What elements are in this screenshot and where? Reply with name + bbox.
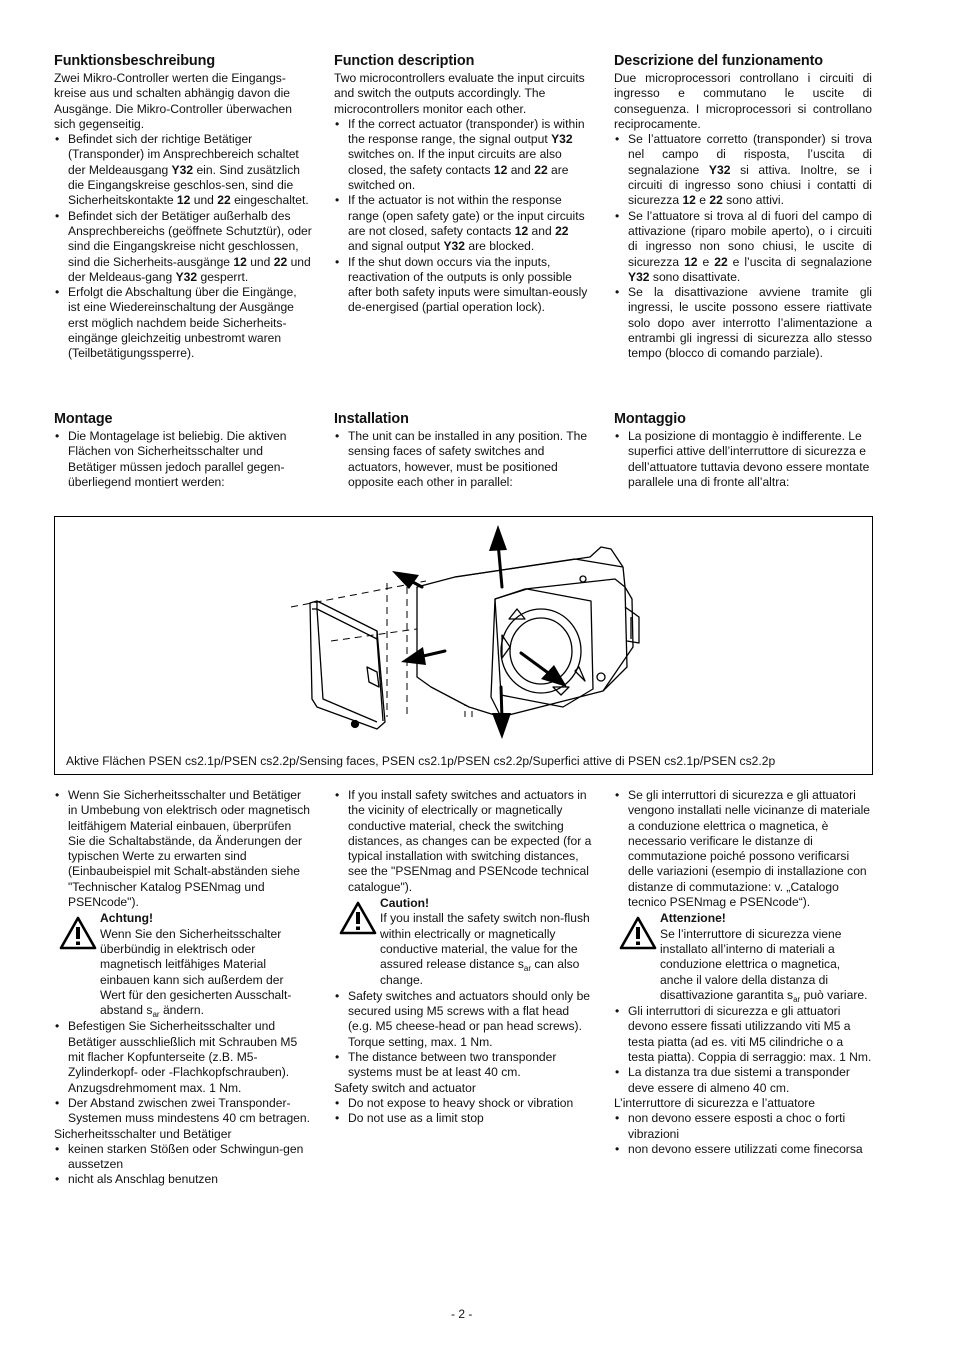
heading-function-en: Function description [334, 53, 475, 69]
lower-list-it-2 [614, 1004, 872, 1096]
column-de-lower [54, 788, 312, 1188]
column-en-lower [334, 788, 592, 1127]
caution-block-en [334, 896, 592, 988]
page-number: - 2 - [451, 1307, 473, 1321]
column-en-upper [334, 53, 592, 316]
list-item: • keinen starken Stößen oder Schwingun-gen aussetzen [54, 1142, 312, 1173]
warning-icon [618, 915, 658, 951]
list-item: • Befindet sich der Betätiger außerhalb des Ansprechbereichs (geöffnete Schutztür), oder sind die Eingangskreise nicht geschlossen, sind die Sicherheits-ausgänge 12 und 22 und der Meldeaus-gang Y32 gesperrt. [54, 209, 312, 285]
list-item: • Se gli interruttori di sicurezza e gli attuatori vengono installati nelle vicinanze di materiale a conduzione elettrica o magnetica, è necessario verificare le distanze di commutazione poiché possono verificarsi delle variazioni (esempio di installazione con distanze di commutazione: v. „Catalogo tecnico PSENmag e PSENcode“). [614, 788, 872, 910]
list-item: • nicht als Anschlag benutzen [54, 1172, 312, 1187]
lower-list-de-3 [54, 1142, 312, 1188]
caution-title-de: Achtung! [100, 911, 154, 926]
mount-list-en [334, 429, 592, 490]
warning-icon [58, 915, 98, 951]
mount-list-it [614, 429, 872, 490]
mount-list-de [54, 429, 312, 490]
caution-text-it: Se l’interruttore di sicurezza viene installato all’interno di materiali a conduzione elettrica o magnetica, anche il valore della distanza di disattivazione garantita $s_{ar}$ può variare. [660, 926, 868, 1004]
function-list-en [334, 117, 592, 316]
column-it-upper [614, 53, 872, 362]
lower-list-en-3 [334, 1096, 592, 1127]
column-it-lower [614, 788, 872, 1157]
list-item: • Befestigen Sie Sicherheitsschalter und Betätiger ausschließlich mit Schrauben M5 mit flacher Kopfunterseite (z.B. M5-Zylinderkopf- oder -Flachkopfschrauben). Anzugsdrehmoment max. 1 Nm. [54, 1019, 312, 1095]
warning-icon [338, 900, 378, 936]
heading-mount-it: Montaggio [614, 411, 686, 427]
list-item: • La posizione di montaggio è indifferente. Le superfici attive dell’interruttore di sicurezza e dell’attuatore tuttavia devono essere montate parallele una di fronte all’altra: [614, 429, 872, 490]
figure-box [54, 516, 873, 775]
list-item: • Gli interruttori di sicurezza e gli attuatori devono essere fissati utilizzando viti M5 a testa piatta (ad es. viti M5 cilindriche o a testa piatta). Coppia di serraggio: max. 1 Nm. [614, 1004, 872, 1065]
lower-list-en [334, 788, 592, 895]
column-de-mount [54, 411, 312, 490]
subheading-de: Sicherheitsschalter und Betätiger [54, 1126, 232, 1141]
lower-list-it-3 [614, 1111, 872, 1157]
subheading-it: L’interruttore di sicurezza e l’attuatore [614, 1095, 815, 1110]
column-en-mount [334, 411, 592, 490]
list-item: • Do not use as a limit stop [334, 1111, 592, 1126]
column-it-mount [614, 411, 872, 490]
list-item: • Se la disattivazione avviene tramite gli ingressi, le uscite possono essere riattivate solo dopo aver interrotto l’alimentazione a entrambi gli ingressi di sicurezza allo stesso tempo (blocco di comando parziale). [614, 285, 872, 361]
intro-it: Due microprocessori controllano i circuiti di ingresso e commutano le uscite di conseguenza. I microprocessori si controllano reciprocamente. [614, 71, 872, 131]
figure-caption: Aktive Flächen PSEN cs2.1p/PSEN cs2.2p/Sensing faces, PSEN cs2.1p/PSEN cs2.2p/Superfici attive di PSEN cs2.1p/PSEN cs2.2p [66, 754, 776, 768]
list-item: • Safety switches and actuators should only be secured using M5 screws with a flat head (e.g. M5 cheese-head or pan head screws). Torque setting, max. 1 Nm. [334, 989, 592, 1050]
lower-list-de-2 [54, 1019, 312, 1126]
list-item: • If you install safety switches and actuators in the vicinity of electrically or magnetically conductive material, check the switching distances, as changes can be expected (for a typical installation with switching distances, see the "PSENmag and PSENcode technical catalogue"). [334, 788, 592, 895]
caution-text-en: If you install the safety switch non-flush within electrically or magnetically conductive material, the value for the assured release distance $s_{ar}$ can also change. [380, 911, 590, 987]
lower-list-de [54, 788, 312, 910]
list-item: • Befindet sich der richtige Betätiger (Transponder) im Ansprechbereich schaltet der Meldeausgang Y32 ein. Sind zusätzlich die Eingangskreise geschlos-sen, sind die Sicherheitskontakte 12 und 22 eingeschaltet. [54, 132, 312, 208]
function-list-de [54, 132, 312, 361]
caution-title-en: Caution! [380, 896, 430, 911]
list-item: • Erfolgt die Abschaltung über die Eingänge, ist eine Wiedereinschaltung der Ausgänge erst möglich nachdem beide Sicherheits-eingänge gleichzeitig unbestromt waren (Teilbetätigungssperre). [54, 285, 312, 361]
list-item: • Der Abstand zwischen zwei Transponder-Systemen muss mindestens 40 cm betragen. [54, 1096, 312, 1127]
list-item: • La distanza tra due sistemi a transponder deve essere di almeno 40 cm. [614, 1065, 872, 1096]
list-item: • Wenn Sie Sicherheitsschalter und Betätiger in Umbebung von elektrisch oder magnetisch leitfähigem Material einbauen, überprüfen Sie die Schaltabstände, da Änderungen der typischen Werte zu erwarten sind (Einbaubeispiel mit Schalt-abständen siehe "Technischer Katalog PSENmag und PSENcode"). [54, 788, 312, 910]
heading-mount-en: Installation [334, 411, 409, 427]
column-de-upper [54, 53, 312, 362]
list-item: • Do not expose to heavy shock or vibration [334, 1096, 592, 1111]
list-item: • If the shut down occurs via the inputs, reactivation of the outputs is only possible after both safety inputs were simultan-eously de-energised (partial operation lock). [334, 255, 592, 316]
list-item: • Se l’attuatore corretto (transponder) si trova nel campo di risposta, l’uscita di segnalazione Y32 si attiva. Inoltre, se i circuiti di ingresso sono chiusi i contatti di sicurezza 12 e 22 sono attivi. [614, 132, 872, 208]
heading-function-de: Funktionsbeschreibung [54, 53, 216, 69]
list-item: • non devono essere esposti a choc o forti vibrazioni [614, 1111, 872, 1142]
caution-block-it [614, 911, 872, 1003]
list-item: • The unit can be installed in any position. The sensing faces of safety switches and actuators, however, must be positioned opposite each other in parallel: [334, 429, 592, 490]
subheading-en: Safety switch and actuator [334, 1080, 476, 1095]
intro-de: Zwei Mikro-Controller werten die Eingangs-kreise aus und schalten abhängig davon die Ausgänge. Die Mikro-Controller überwachen sich gegenseitig. [54, 71, 292, 131]
caution-text-de: Wenn Sie den Sicherheitsschalter überbündig in elektrisch oder magnetisch leitfähiges Material einbauen kann sich außerdem der Wert für den gesicherten Ausschalt-abstand $s_{ar}$ ändern. [100, 926, 292, 1020]
lower-list-it [614, 788, 872, 910]
sensing-faces-drawing [55, 517, 872, 774]
caution-title-it: Attenzione! [660, 911, 726, 926]
list-item: • If the actuator is not within the response range (open safety gate) or the input circuits are not closed, safety contacts 12 and 22 and signal output Y32 are blocked. [334, 193, 592, 254]
lower-list-en-2 [334, 989, 592, 1081]
heading-function-it: Descrizione del funzionamento [614, 53, 823, 69]
list-item: • The distance between two transponder systems must be at least 40 cm. [334, 1050, 592, 1081]
function-list-it [614, 132, 872, 361]
list-item: • Se l’attuatore si trova al di fuori del campo di attivazione (riparo mobile aperto), o i circuiti di ingresso non sono chiusi, le uscite di sicurezza 12 e 22 e l’uscita di segnalazione Y32 sono disattivate. [614, 209, 872, 285]
list-item: • non devono essere utilizzati come finecorsa [614, 1142, 872, 1157]
list-item: • If the correct actuator (transponder) is within the response range, the signal output Y32 switches on. If the input circuits are also closed, the safety contacts 12 and 22 are switched on. [334, 117, 592, 193]
intro-en: Two microcontrollers evaluate the input circuits and switch the outputs accordingly. The microcontrollers monitor each other. [334, 71, 585, 116]
list-item: • Die Montagelage ist beliebig. Die aktiven Flächen von Sicherheitsschalter und Betätiger müssen jedoch parallel gegen-überliegend montiert werden: [54, 429, 312, 490]
caution-block-de [54, 911, 312, 1018]
heading-mount-de: Montage [54, 411, 113, 427]
